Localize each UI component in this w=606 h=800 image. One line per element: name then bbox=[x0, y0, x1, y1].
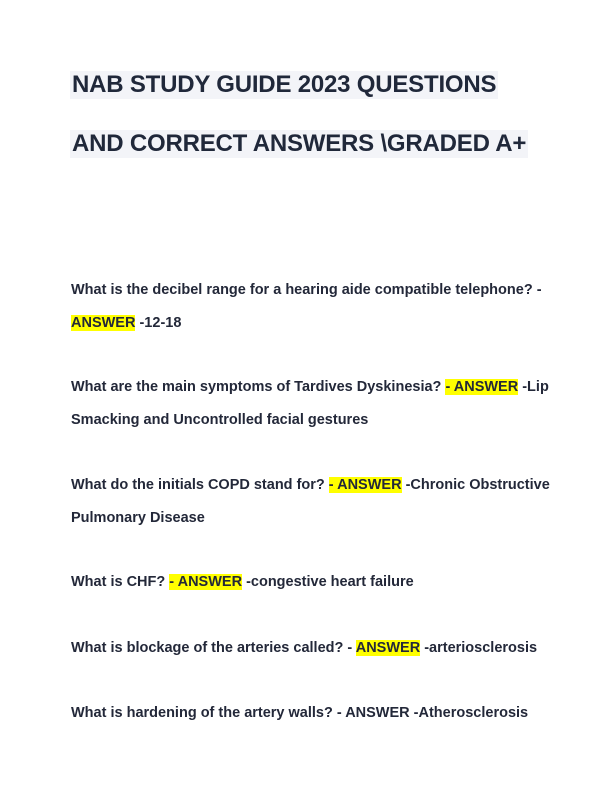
qa-4-answer-text: -congestive heart failure bbox=[242, 574, 414, 590]
qa-2-answer-continued bbox=[71, 410, 368, 430]
qa-2-answer-text-1: -Lip bbox=[518, 379, 549, 395]
qa-3-answer-text-1: -Chronic Obstructive bbox=[401, 477, 550, 493]
qa-3-answer-text-2: Pulmonary Disease bbox=[71, 510, 205, 526]
qa-2-answer-marker: - ANSWER bbox=[445, 379, 519, 395]
qa-4-question-text: What is CHF? bbox=[71, 574, 170, 590]
qa-1-answer-text: -12-18 bbox=[135, 315, 182, 331]
qa-6-question bbox=[71, 703, 528, 723]
qa-3-answer-marker: - ANSWER bbox=[328, 477, 402, 493]
qa-2-question-text: What are the main symptoms of Tardives Dyskinesia? bbox=[71, 379, 446, 395]
qa-6-question-text: What is hardening of the artery walls? - ANSWER -Atherosclerosis bbox=[71, 705, 529, 721]
qa-1-answer-marker: ANSWER bbox=[71, 315, 136, 331]
qa-2-answer-text-2: Smacking and Uncontrolled facial gestures bbox=[71, 412, 369, 428]
qa-1-question bbox=[71, 280, 542, 300]
qa-5-answer-marker: ANSWER bbox=[355, 640, 421, 656]
document-title-line-2: AND CORRECT ANSWERS \GRADED A+ bbox=[72, 130, 527, 157]
qa-3-answer-continued bbox=[71, 508, 205, 528]
qa-5-answer-text: -arteriosclerosis bbox=[420, 640, 538, 656]
document-title-line-1: NAB STUDY GUIDE 2023 QUESTIONS bbox=[72, 71, 497, 98]
qa-3-question-text: What do the initials COPD stand for? bbox=[71, 477, 329, 493]
qa-1-answer bbox=[71, 313, 181, 333]
qa-5-question bbox=[71, 638, 537, 658]
qa-4-question bbox=[71, 572, 414, 592]
qa-1-question-text: What is the decibel range for a hearing aide compatible telephone? - bbox=[71, 282, 542, 298]
qa-4-answer-marker: - ANSWER bbox=[169, 574, 243, 590]
qa-2-question bbox=[71, 377, 549, 397]
qa-3-question bbox=[71, 475, 550, 495]
qa-5-question-text: What is blockage of the arteries called? - bbox=[71, 640, 356, 656]
